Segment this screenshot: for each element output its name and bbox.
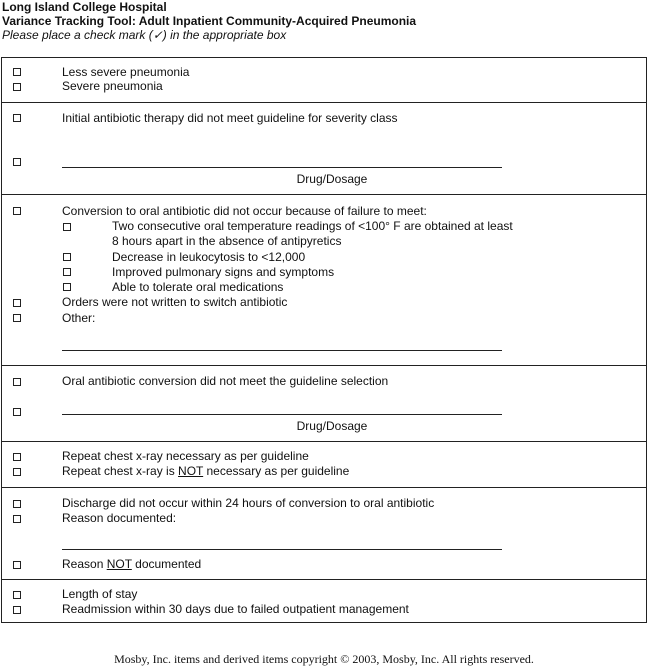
reason-line[interactable] <box>62 549 502 550</box>
checkbox-xray-not-necessary[interactable] <box>13 468 21 476</box>
label-xray-not-necessary <box>62 464 349 478</box>
label-other: Other: <box>62 311 96 325</box>
label-tolerate-oral: Able to tolerate oral medications <box>112 280 284 294</box>
form-instructions: Please place a check mark (✓) in the appropriate box <box>2 28 287 42</box>
copyright-footer: Mosby, Inc. items and derived items copyright © 2003, Mosby, Inc. All rights reserved. <box>114 652 534 666</box>
checkbox-tolerate-oral[interactable] <box>63 283 71 291</box>
label-xray-not-necessary-post: necessary as per guideline <box>203 464 350 478</box>
hospital-name: Long Island College Hospital <box>2 0 167 14</box>
label-xray-not-necessary-pre: Repeat chest x-ray is <box>62 464 179 478</box>
checkbox-other[interactable] <box>13 314 21 322</box>
label-guideline-selection: Oral antibiotic conversion did not meet the guideline selection <box>62 374 389 388</box>
checkbox-drug-dosage-1[interactable] <box>13 158 21 166</box>
label-orders-not-written: Orders were not written to switch antibiotic <box>62 295 288 309</box>
checkbox-temperature[interactable] <box>63 223 71 231</box>
label-reason-not-documented <box>62 557 201 571</box>
other-line[interactable] <box>62 350 502 351</box>
section-discharge <box>2 488 646 580</box>
section-outcomes <box>2 580 646 624</box>
form-header <box>2 0 416 42</box>
checkbox-orders-not-written[interactable] <box>13 299 21 307</box>
label-temperature-2: 8 hours apart in the absence of antipyretics <box>112 234 342 248</box>
label-less-severe: Less severe pneumonia <box>62 65 190 79</box>
drug-dosage-caption-1: Drug/Dosage <box>296 172 368 186</box>
checkbox-reason-documented[interactable] <box>13 515 21 523</box>
label-discharge: Discharge did not occur within 24 hours of conversion to oral antibiotic <box>62 496 435 510</box>
checkbox-reason-not-documented[interactable] <box>13 561 21 569</box>
label-length-of-stay: Length of stay <box>62 587 138 601</box>
label-xray-not-emphasis: NOT <box>178 464 204 478</box>
section-initial-antibiotic <box>2 103 646 195</box>
variance-form <box>1 57 647 623</box>
checkbox-initial-antibiotic[interactable] <box>13 114 21 122</box>
checkbox-leukocytosis[interactable] <box>63 253 71 261</box>
checkbox-less-severe[interactable] <box>13 68 21 76</box>
label-initial-antibiotic: Initial antibiotic therapy did not meet guideline for severity class <box>62 111 398 125</box>
drug-dosage-line-2[interactable] <box>62 414 502 415</box>
section-chest-xray <box>2 442 646 488</box>
section-oral-conversion <box>2 195 646 366</box>
checkbox-severe[interactable] <box>13 83 21 91</box>
label-reason-not-emphasis: NOT <box>106 557 132 571</box>
checkbox-length-of-stay[interactable] <box>13 591 21 599</box>
drug-dosage-line-1[interactable] <box>62 167 502 168</box>
checkbox-guideline-selection[interactable] <box>13 378 21 386</box>
label-severe: Severe pneumonia <box>62 79 163 93</box>
form-title: Variance Tracking Tool: Adult Inpatient Community-Acquired Pneumonia <box>2 14 417 28</box>
checkbox-drug-dosage-2[interactable] <box>13 408 21 416</box>
label-reason-not-pre: Reason <box>62 557 107 571</box>
label-readmission: Readmission within 30 days due to failed outpatient management <box>62 602 409 616</box>
checkbox-conversion-failure[interactable] <box>13 207 21 215</box>
checkbox-xray-necessary[interactable] <box>13 453 21 461</box>
checkbox-discharge[interactable] <box>13 500 21 508</box>
checkbox-readmission[interactable] <box>13 606 21 614</box>
label-reason-not-post: documented <box>131 557 202 571</box>
checkbox-pulmonary[interactable] <box>63 268 71 276</box>
drug-dosage-caption-2: Drug/Dosage <box>296 419 368 433</box>
label-xray-necessary: Repeat chest x-ray necessary as per guideline <box>62 449 309 463</box>
label-conversion-failure: Conversion to oral antibiotic did not occur because of failure to meet: <box>62 204 427 218</box>
label-pulmonary: Improved pulmonary signs and symptoms <box>112 265 335 279</box>
label-temperature-1: Two consecutive oral temperature readings of <100° F are obtained at least <box>112 219 513 233</box>
section-severity <box>2 58 646 103</box>
section-guideline-selection <box>2 366 646 442</box>
label-leukocytosis: Decrease in leukocytosis to <12,000 <box>112 250 306 264</box>
label-reason-documented: Reason documented: <box>62 511 177 525</box>
